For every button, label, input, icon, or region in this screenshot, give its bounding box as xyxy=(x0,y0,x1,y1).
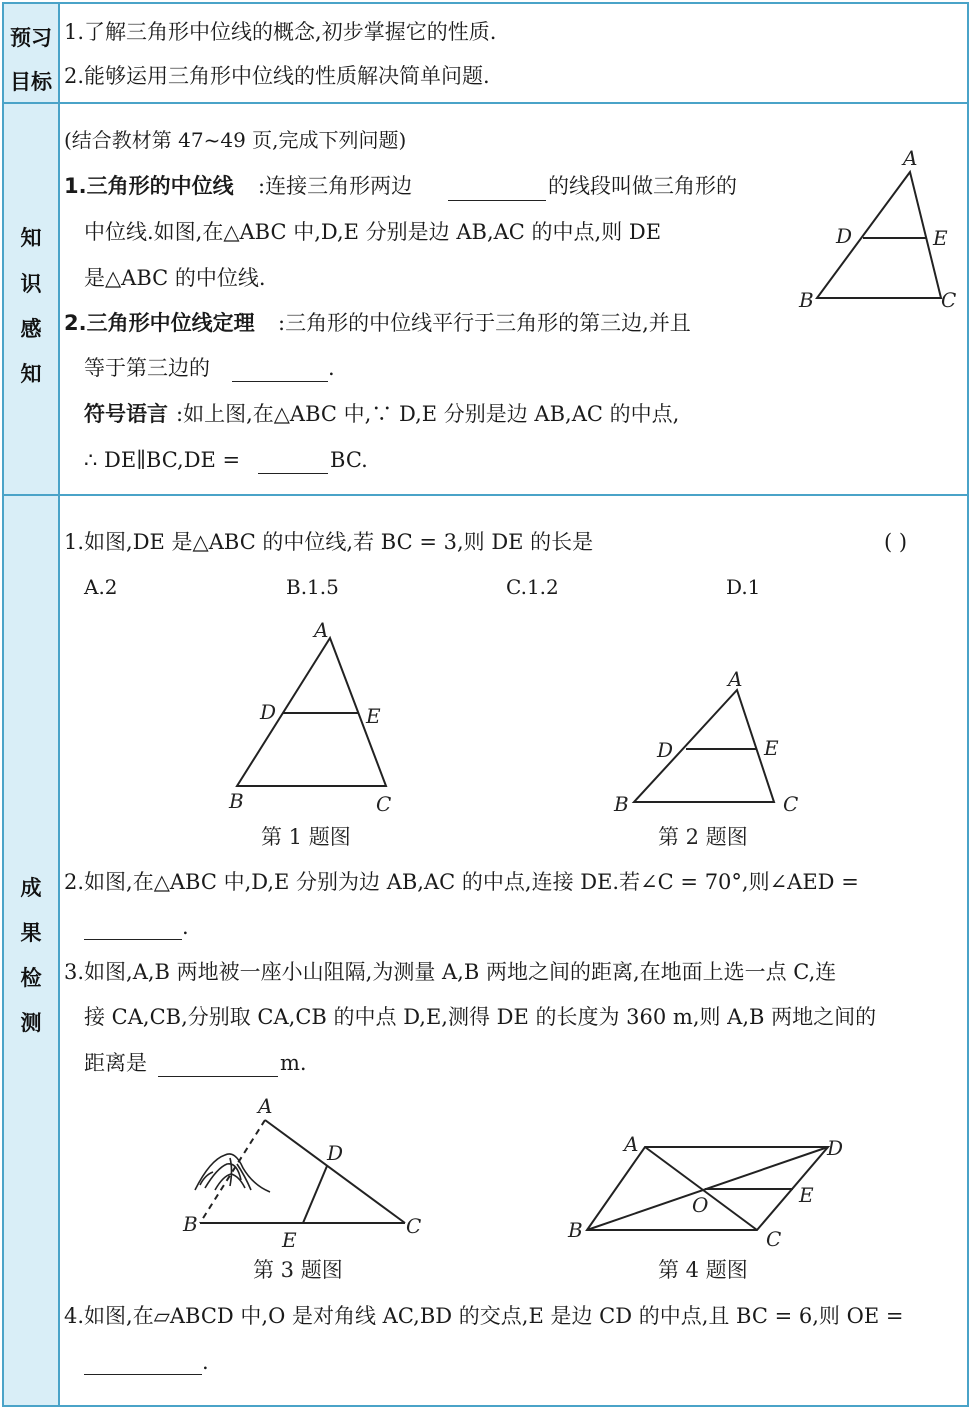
fig2-label-d: D xyxy=(657,738,674,762)
item1-text-a: :连接三角形两边 xyxy=(258,174,413,198)
question-4: 4.如图,在▱ABCD 中,O 是对角线 AC,BD 的交点,E 是边 CD 的中点,且 BC = 6,则 OE = xyxy=(64,1304,904,1328)
question-1: 1.如图,DE 是△ABC 的中位线,若 BC = 3,则 DE 的长是 xyxy=(64,530,594,554)
question-2: 2.如图,在△ABC 中,D,E 分别为边 AB,AC 的中点,连接 DE.若∠C = 70°,则∠AED = xyxy=(64,870,859,894)
item2-title: 2.三角形中位线定理 xyxy=(64,311,255,335)
fig4-label-a: A xyxy=(624,1132,639,1156)
fig2-label-e: E xyxy=(764,736,779,760)
item1-text-d: 是△ABC 的中位线. xyxy=(84,266,266,290)
question-1-bracket[interactable]: ( ) xyxy=(884,530,908,554)
knowledge-note: (结合教材第 47~49 页,完成下列问题) xyxy=(64,128,407,152)
symbol-blank[interactable] xyxy=(258,473,328,474)
test-label-1: 成 xyxy=(20,876,42,900)
knowledge-label-3: 感 xyxy=(20,317,42,341)
symbol-text-b-end: BC. xyxy=(330,448,368,472)
fig4-label-o: O xyxy=(692,1193,709,1217)
fig-top-label-c: C xyxy=(941,288,957,312)
knowledge-label-1: 知 xyxy=(20,226,42,250)
goal-2: 2.能够运用三角形中位线的性质解决简单问题. xyxy=(64,64,490,88)
question-4-end: . xyxy=(202,1350,209,1374)
test-label-2: 果 xyxy=(20,921,42,945)
fig4-caption: 第 4 题图 xyxy=(658,1258,748,1282)
fig1-label-b: B xyxy=(229,789,244,813)
fig4-label-e: E xyxy=(799,1183,814,1207)
item2-text-a: :三角形的中位线平行于三角形的第三边,并且 xyxy=(278,311,691,335)
symbol-title: 符号语言 xyxy=(84,402,168,426)
fig1-caption: 第 1 题图 xyxy=(261,825,351,849)
fig3-label-a: A xyxy=(258,1094,273,1118)
fig2-label-b: B xyxy=(614,792,629,816)
q2-blank[interactable] xyxy=(84,939,182,940)
q4-blank[interactable] xyxy=(84,1374,202,1375)
figure-3-mountain xyxy=(175,1090,445,1290)
fig-top-label-b: B xyxy=(799,288,814,312)
item2-text-b-end: . xyxy=(328,356,335,380)
symbol-text-b: ∴ DE∥BC,DE = xyxy=(84,448,241,472)
fig4-label-d: D xyxy=(827,1136,844,1160)
q1-option-a[interactable]: A.2 xyxy=(84,575,118,599)
q3-blank[interactable] xyxy=(158,1076,278,1077)
question-2-end: . xyxy=(182,915,189,939)
fig3-label-d: D xyxy=(327,1141,344,1165)
fig1-label-c: C xyxy=(376,792,392,816)
fig4-label-c: C xyxy=(766,1227,782,1251)
fig4-label-b: B xyxy=(568,1218,583,1242)
fig1-label-d: D xyxy=(260,700,277,724)
item1-blank[interactable] xyxy=(448,200,546,201)
goals-label-2: 目标 xyxy=(10,70,52,94)
q1-option-b[interactable]: B.1.5 xyxy=(286,575,339,599)
fig-top-label-a: A xyxy=(903,146,918,170)
mountain-icon xyxy=(195,1154,270,1192)
test-label-3: 检 xyxy=(20,966,42,990)
fig1-label-a: A xyxy=(314,618,329,642)
row-divider-2 xyxy=(2,494,969,496)
fig2-label-c: C xyxy=(783,792,799,816)
item2-text-b: 等于第三边的 xyxy=(84,356,210,380)
question-3-line-2: 接 CA,CB,分别取 CA,CB 的中点 D,E,测得 DE 的长度为 360 m,则 A,B 两地之间的 xyxy=(84,1005,877,1029)
test-label-4: 测 xyxy=(20,1011,42,1035)
item1-text-c: 中位线.如图,在△ABC 中,D,E 分别是边 AB,AC 的中点,则 DE xyxy=(84,220,662,244)
fig2-caption: 第 2 题图 xyxy=(658,825,748,849)
q1-option-d[interactable]: D.1 xyxy=(726,575,761,599)
figure-top-triangle xyxy=(790,145,970,315)
fig3-caption: 第 3 题图 xyxy=(253,1258,343,1282)
fig3-label-b: B xyxy=(183,1212,198,1236)
figure-2-triangle xyxy=(600,660,800,855)
item1-text-b: 的线段叫做三角形的 xyxy=(548,174,737,198)
symbol-text-a: :如上图,在△ABC 中,∵ D,E 分别是边 AB,AC 的中点, xyxy=(176,402,680,426)
fig3-label-c: C xyxy=(406,1214,422,1238)
figure-4-parallelogram xyxy=(560,1130,860,1290)
question-3-end: m. xyxy=(280,1051,307,1075)
fig-top-label-e: E xyxy=(933,226,948,250)
fig-top-label-d: D xyxy=(836,224,853,248)
knowledge-label-2: 识 xyxy=(20,272,42,296)
figure-1-triangle xyxy=(220,615,420,855)
row-divider-1 xyxy=(2,102,969,104)
fig1-label-e: E xyxy=(366,704,381,728)
question-3-line-1: 3.如图,A,B 两地被一座小山阻隔,为测量 A,B 两地之间的距离,在地面上选一点 C,连 xyxy=(64,960,837,984)
q1-option-c[interactable]: C.1.2 xyxy=(506,575,559,599)
goals-label-1: 预习 xyxy=(10,26,52,50)
column-divider xyxy=(58,4,60,1407)
goal-1: 1.了解三角形中位线的概念,初步掌握它的性质. xyxy=(64,20,497,44)
fig2-label-a: A xyxy=(728,667,743,691)
question-3-line-3: 距离是 xyxy=(84,1051,147,1075)
fig3-label-e: E xyxy=(282,1228,297,1252)
item1-title: 1.三角形的中位线 xyxy=(64,174,234,198)
item2-blank[interactable] xyxy=(232,381,328,382)
knowledge-label-4: 知 xyxy=(20,362,42,386)
